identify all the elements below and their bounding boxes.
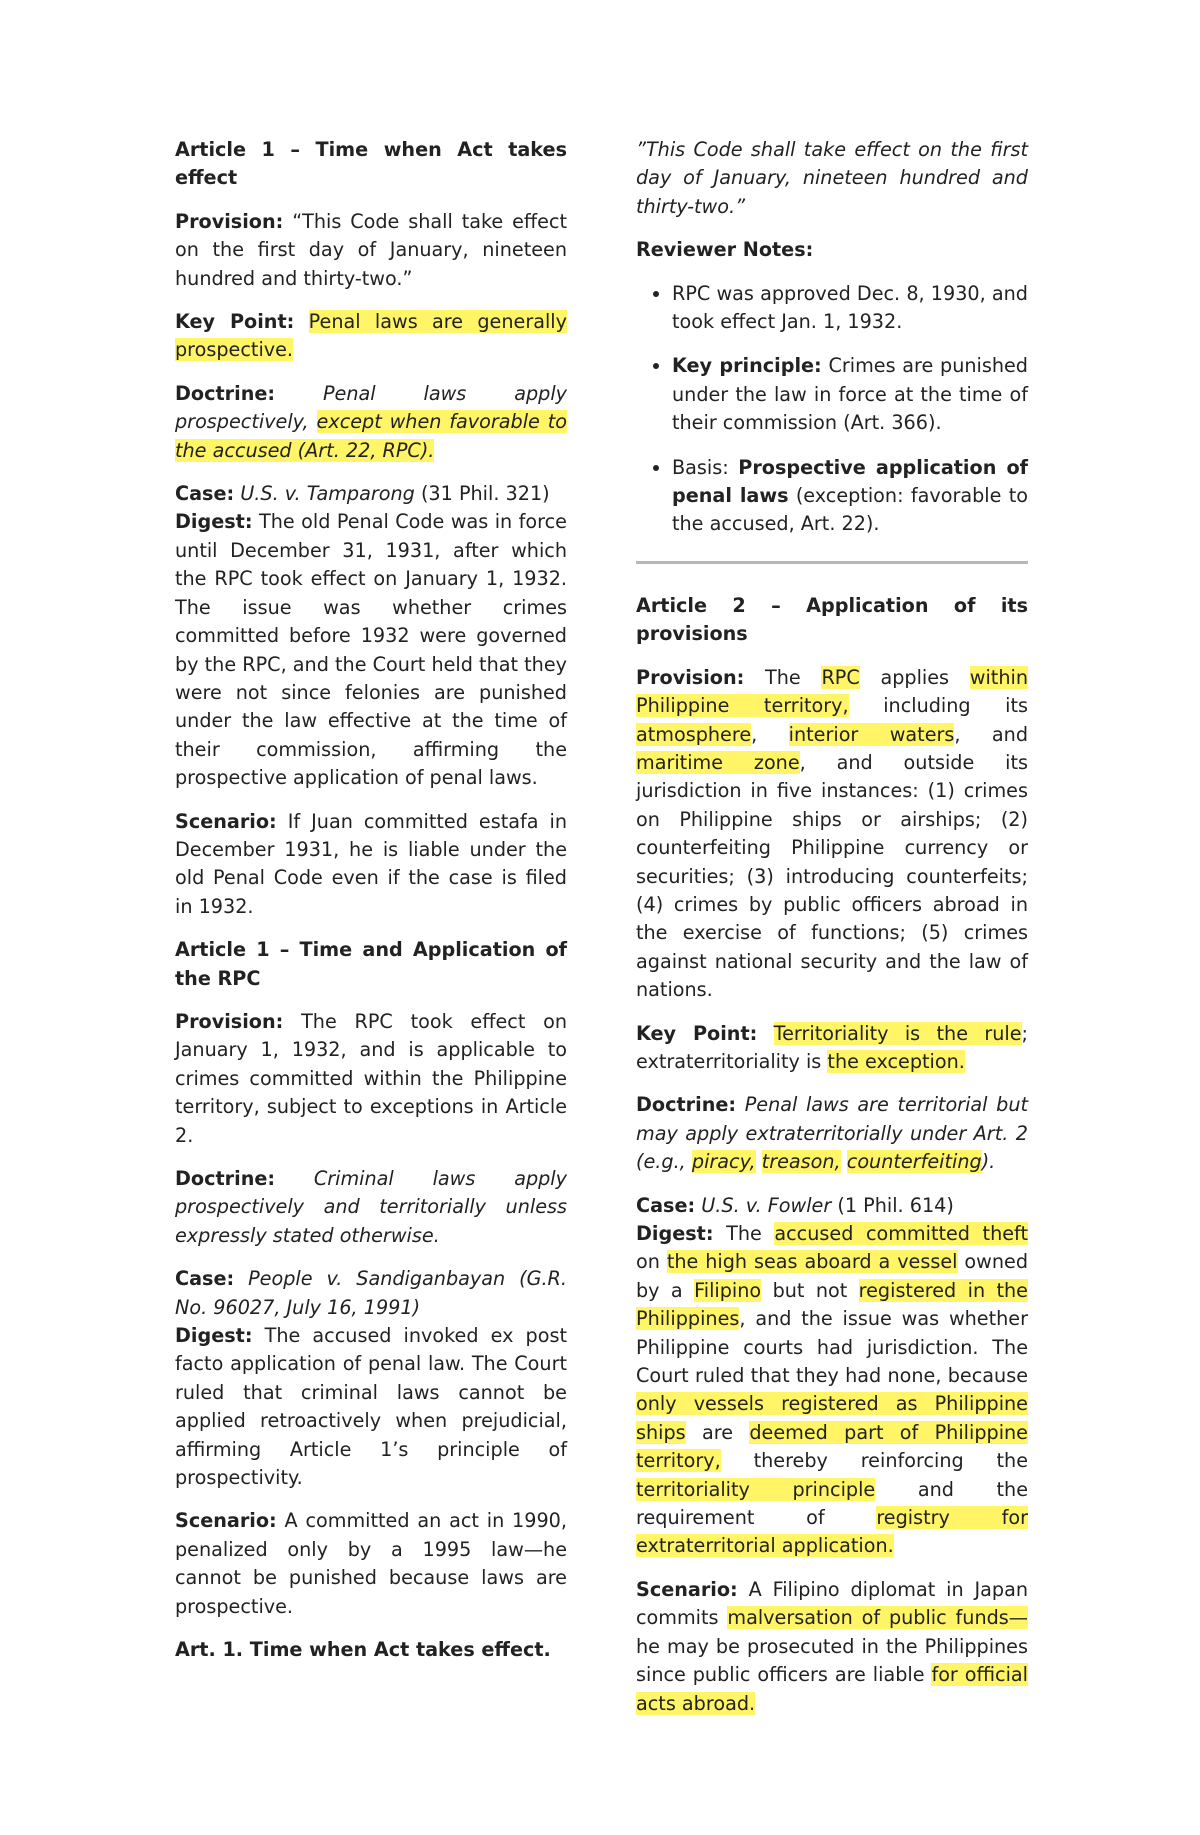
section-divider: [636, 561, 1028, 564]
list-item: [672, 280, 1028, 337]
highlight-malversation: malversation of public funds—: [727, 1606, 1028, 1630]
list-item: [672, 352, 1028, 437]
digest-text: The old Penal Code was in force until December 31, 1931, after which the RPC took effect on January 1, 1932. The issue was whether crimes committed before 1932 were governed by the RPC, and the Court held that they were not since felonies are punished under the law effective at the time of their commission, affirming the prospective application of penal laws.: [175, 510, 567, 790]
case-name: U.S. v. Tamparong: [240, 482, 415, 506]
reviewer-notes-heading: Reviewer Notes:: [636, 238, 814, 262]
provision-text: “This Code shall take effect on the first day of January, nineteen hundred and thirty-two.”: [175, 209, 567, 290]
provision-label: Provision:: [636, 665, 745, 689]
text-run: on: [636, 1250, 660, 1274]
note-prefix: Basis:: [672, 455, 729, 479]
case-label: Case:: [175, 482, 235, 506]
provision-text: The RPC took effect on January 1, 1932, and is applicable to crimes committed within the Philippine territory, subject to exceptions in Article 2.: [175, 1009, 567, 1147]
note-text: (exception: favorable to the accused, Art. 22).: [672, 484, 1028, 536]
note-emphasis: Prospective application of penal laws: [672, 455, 1028, 508]
article-1-key-point: [175, 308, 567, 365]
article-2-key-point: [636, 1020, 1028, 1077]
article-1-provision: [175, 208, 567, 293]
scenario-text: A committed an act in 1990, penalized only by a 1995 law—he cannot be punished because laws are prospective.: [175, 1509, 567, 1618]
article-1-heading: Article 1 – Time when Act takes effect: [175, 138, 567, 190]
article-2-heading: Article 2 – Application of its provisions: [636, 593, 1028, 646]
highlight-territoriality-principle: territoriality principle: [636, 1477, 876, 1501]
article-1-case: [175, 480, 567, 792]
note-text: RPC was approved Dec. 8, 1930, and took effect Jan. 1, 1932.: [672, 281, 1028, 334]
left-column: [175, 136, 567, 1680]
text-run: ,: [751, 722, 758, 746]
highlight-official-acts: for official acts abroad.: [636, 1663, 1028, 1715]
article-1b-doctrine: [175, 1165, 567, 1250]
highlight-only-vessels: only vessels registered as Philippine ships: [636, 1392, 1028, 1444]
highlight-deemed-part: deemed part of Philippine territory,: [636, 1420, 1028, 1473]
right-column: [636, 136, 1028, 1733]
doctrine-text: Penal laws apply prospectively,: [175, 381, 567, 434]
highlight-within-territory: within Philippine territory,: [636, 665, 1028, 718]
doctrine-exception: except when favorable to the accused (Art. 22, RPC).: [175, 410, 567, 462]
note-label: Key principle:: [672, 354, 822, 378]
doctrine-text: Penal laws are territorial but may apply extraterritorially under Art. 2 (e.g.,: [636, 1093, 1029, 1174]
text-run: owned by a: [636, 1250, 1028, 1302]
text-run: are: [702, 1420, 734, 1444]
key-point-label: Key Point:: [636, 1021, 758, 1045]
article-2-scenario: [636, 1576, 1028, 1718]
article-1b-heading: Article 1 – Time and Application of the RPC: [175, 938, 567, 990]
highlight-territoriality-rule: Territoriality is the rule: [773, 1021, 1022, 1045]
text-run: The: [765, 665, 801, 689]
key-point-label: Key Point:: [175, 310, 295, 334]
highlight-treason: treason,: [761, 1150, 841, 1174]
code-quote: ”This Code shall take effect on the first day of January, nineteen hundred and thirty-two.”: [636, 138, 1028, 218]
highlight-exception: the exception.: [827, 1049, 965, 1073]
case-citation: (1 Phil. 614): [837, 1193, 954, 1217]
doctrine-label: Doctrine:: [175, 381, 276, 405]
scenario-label: Scenario:: [175, 809, 277, 833]
article-1-doctrine: [175, 380, 567, 465]
article-1c-heading: Art. 1. Time when Act takes effect.: [175, 1638, 551, 1662]
highlight-maritime-zone: maritime zone: [636, 750, 800, 774]
note-text: Crimes are punished under the law in force at the time of their commission (Art. 366).: [672, 354, 1028, 435]
digest-label: Digest:: [175, 510, 253, 534]
digest-label: Digest:: [636, 1222, 714, 1245]
case-name: People v. Sandiganbayan (G.R. No. 96027, July 16, 1991): [175, 1267, 567, 1319]
case-label: Case:: [175, 1267, 235, 1291]
doctrine-label: Doctrine:: [175, 1167, 276, 1190]
case-citation: (31 Phil. 321): [420, 482, 550, 506]
highlight-counterfeiting: counterfeiting: [846, 1150, 982, 1174]
scenario-text: If Juan committed estafa in December 1931, he is liable under the old Penal Code even if the case is filed in 1932.: [175, 809, 567, 918]
text-run: The: [726, 1222, 762, 1245]
text-run: , and: [954, 722, 1029, 746]
digest-label: Digest:: [175, 1324, 253, 1348]
text-run: and the requirement of: [636, 1477, 1029, 1530]
text-run: including its: [883, 694, 1028, 718]
digest-text: The accused invoked ex post facto application of penal law. The Court ruled that criminal laws cannot be applied retroactively when prejudicial, affirming Article 1’s principle of prospectivity.: [175, 1324, 567, 1490]
highlight-rpc: RPC: [821, 665, 860, 689]
article-2-case: [636, 1192, 1028, 1561]
text-run: A Filipino diplomat in Japan commits: [636, 1577, 1028, 1630]
article-1-scenario: [175, 808, 567, 922]
reviewer-notes-list: [636, 280, 1028, 539]
provision-label: Provision:: [175, 209, 284, 233]
article-2-doctrine: [636, 1091, 1028, 1176]
article-1b-scenario: [175, 1507, 567, 1621]
key-point-text: Penal laws are generally prospective.: [175, 310, 567, 362]
article-1b-provision: [175, 1008, 567, 1150]
doctrine-text: Criminal laws apply prospectively and territorially unless expressly stated otherwise.: [175, 1167, 567, 1247]
list-item: [672, 454, 1028, 539]
highlight-interior-waters: interior waters: [788, 722, 955, 746]
scenario-label: Scenario:: [636, 1577, 738, 1601]
highlight-accused-theft: accused committed theft: [774, 1222, 1028, 1245]
text-run: but not: [772, 1278, 848, 1302]
text-run: ; extraterritoriality is: [636, 1021, 1028, 1073]
highlight-piracy: piracy,: [691, 1150, 756, 1174]
article-1b-case: [175, 1265, 567, 1492]
article-2-provision: [636, 664, 1028, 1005]
scenario-label: Scenario:: [175, 1509, 277, 1533]
highlight-atmosphere: atmosphere: [636, 722, 752, 746]
text-run: ).: [981, 1150, 996, 1174]
highlight-filipino: Filipino: [694, 1278, 762, 1302]
doctrine-label: Doctrine:: [636, 1093, 737, 1117]
highlight-high-seas: the high seas aboard a vessel: [666, 1250, 958, 1274]
text-run: he may be prosecuted in the Philippines since public officers are liable: [636, 1634, 1028, 1687]
text-run: thereby reinforcing the: [753, 1449, 1028, 1473]
highlight-registered: registered in the Philippines: [636, 1278, 1028, 1331]
case-name: U.S. v. Fowler: [701, 1193, 832, 1217]
highlight-registry: registry for extraterritorial application.: [636, 1506, 1028, 1558]
text-run: applies: [880, 665, 950, 689]
provision-label: Provision:: [175, 1009, 284, 1033]
case-label: Case:: [636, 1193, 696, 1217]
text-run: , and outside its jurisdiction in five instances: (1) crimes on Philippine ships or airships; (2) counterfeiting Philippine currency or securities; (3) introducing counterfeits; (4) crimes by public officers abroad in the exercise of functions; (5) crimes against national security and the law of nations.: [636, 750, 1028, 1002]
text-run: , and the issue was whether Philippine courts had jurisdiction. The Court ruled that they had none, because: [636, 1307, 1028, 1388]
